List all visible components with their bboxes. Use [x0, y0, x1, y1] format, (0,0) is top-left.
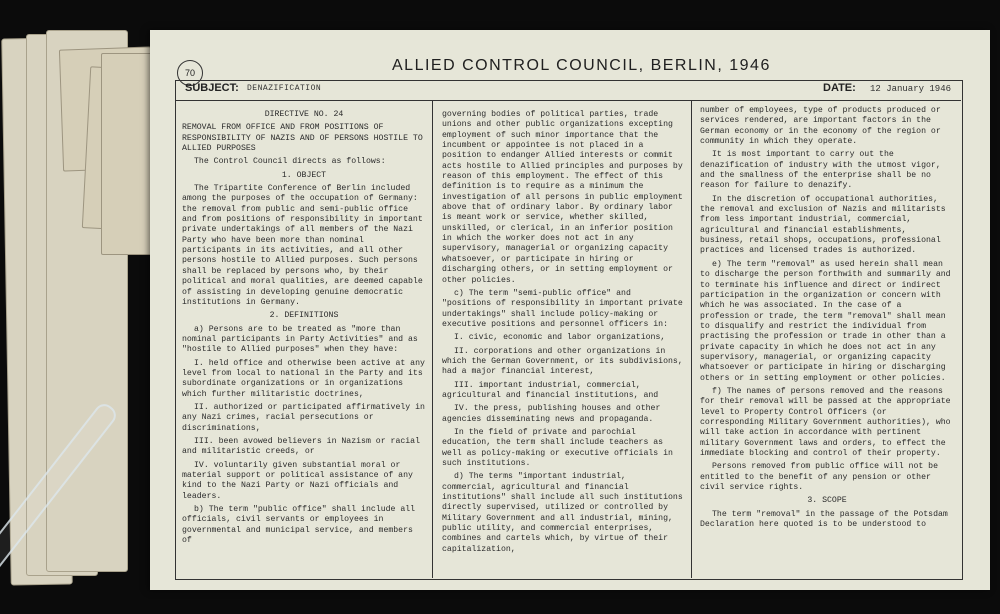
paragraph: The term "removal" in the passage of the Potsdam Declaration here quoted is to be understood to	[700, 509, 948, 530]
paragraph: e) The term "removal" as used herein shall mean to discharge the person forthwith and summarily and to terminate his influence and direct or indirect participation in the organization or concern with which he was associated. In the case of a profession or trade, the term "removal" shall mean to disqualify and restrict the individual from practising the profession or trade in other than a private capacity in which he does not act in any supervisory, managerial, or organizing capacity whatsoever or participate in hiring or discharging others or in setting employment or other policies.	[700, 259, 951, 383]
paragraph: Persons removed from public office will not be entitled to the benefit of any pension or other civil service rights.	[700, 462, 939, 493]
paragraph: III. important industrial, commercial, agricultural and financial institutions, and	[442, 380, 659, 400]
paragraph: The Control Council directs as follows:	[194, 157, 386, 167]
paragraph: d) The terms "important industrial, commercial, agricultural and financial institutions" shall include all such institutions directly supervised, utilized or controlled by Military Government and all industrial, mining, public utility, and commercial enterprises, combines and cartels which, by virtue of their capitalization,	[442, 472, 683, 554]
subject-bar	[175, 80, 961, 101]
paragraph: The Tripartite Conference of Berlin included among the purposes of the occupation of Germany: the removal from public and semi-public office and from positions of responsibility in important private undertakings of all members of the Nazi Party who have been more than nominal participants in its activities, and all other persons hostile to Allied purposes. Such persons shall be replaced by persons who, by their political and moral qualities, are deemed capable of assisting in developing genuine democratic institutions in Germany.	[182, 184, 423, 307]
page-title: ALLIED CONTROL COUNCIL, BERLIN, 1946	[392, 57, 771, 74]
column-3	[700, 106, 954, 576]
paragraph: In the discretion of occupational authorities, the removal and exclusion of Nazis and militarists from less important industrial, commercial, agricultural and financial establishments, business, retail shops, occupations, professional practices and licensed trades is authorized.	[700, 194, 946, 256]
paragraph: a) Persons are to be treated as "more than nominal participants in Party Activities" and as "hostile to Allied purposes" when they have:	[182, 324, 418, 355]
column-divider	[432, 100, 433, 578]
column-2	[442, 110, 684, 572]
date-value: 12 January 1946	[870, 84, 952, 94]
date-label: DATE:	[823, 82, 856, 94]
paragraph: II. corporations and other organizations in which the German Government, or its subdivisions, had a major financial interest,	[442, 346, 683, 377]
paragraph: In the field of private and parochial education, the term shall include teachers as well as policy-making or executive officials in such institutions.	[442, 427, 673, 468]
section-heading: 1. OBJECT	[281, 170, 327, 180]
section-heading: 2. DEFINITIONS	[269, 311, 339, 321]
subject-value: DENAZIFICATION	[247, 84, 322, 93]
paragraph: c) The term "semi-public office" and "positions of responsibility in important private undertakings" shall include policy-making or executive positions and personnel officers in:	[442, 288, 683, 329]
subject-label: SUBJECT:	[185, 82, 239, 94]
document-page	[150, 30, 990, 590]
paragraph: I. held office and otherwise been active at any level from local to national in the Party and its subordinate organizations or in organizations which further militaristic doctrines,	[182, 358, 425, 399]
paragraph: IV. voluntarily given substantial moral or material support or political assistance of any kind to the Nazi Party or Nazi officials and leaders.	[182, 460, 413, 501]
paragraph: f) The names of persons removed and the reasons for their removal will be passed at the appropriate level to Property Control Officers (or corresponding Military Government authorities), who will take action in accordance with pertinent military Government laws and orders, to effect the immediate blocking and control of their property.	[700, 386, 951, 458]
section-heading: 3. SCOPE	[807, 496, 847, 506]
paragraph: II. authorized or participated affirmatively in any Nazi crimes, racial persecutions or discriminations,	[182, 402, 425, 433]
column-divider	[691, 100, 692, 578]
paragraph: number of employees, type of products produced or services rendered, are important factors in the German economy or in the economy of the region or community in which they operate.	[700, 106, 941, 147]
paragraph: III. been avowed believers in Nazism or racial and militaristic creeds, or	[182, 436, 421, 457]
paragraph: b) The term "public office" shall include all officials, civil servants or employees in governmental and municipal service, and members of	[182, 505, 416, 546]
directive-subtitle: REMOVAL FROM OFFICE AND FROM POSITIONS OF RESPONSIBILITY OF NAZIS AND OF PERSONS HOSTILE TO ALLIED PURPOSES	[182, 123, 423, 154]
paragraph: IV. the press, publishing houses and other agencies disseminating news and propaganda.	[442, 404, 661, 424]
page-number: 70	[177, 60, 203, 86]
paragraph: governing bodies of political parties, trade unions and other public organizations excepting employment of such minor importance that the incumbent or appointee is not placed in a position to endanger Allied interests or commit acts hostile to Allied principles and purposes by reason of this employment. The effect of this definition is to require as a minimum the investigation of all persons in public employment above that of ordinary labor. By ordinary labor is meant work or service, whether skilled, unskilled, or clerical, in an inferior position in which the worker does not act in any supervisory, managerial or organizing capacity whatsoever, or participate in hiring or discharging others, or in setting employment or other policies.	[442, 110, 683, 285]
paragraph: It is most important to carry out the denazification of industry with the utmost vigor, and the smallness of the enterprise shall be no reason for failure to denazify.	[700, 150, 941, 191]
column-1	[182, 110, 426, 572]
paragraph: I. civic, economic and labor organizations,	[454, 333, 666, 343]
directive-heading: DIRECTIVE NO. 24	[264, 110, 344, 119]
